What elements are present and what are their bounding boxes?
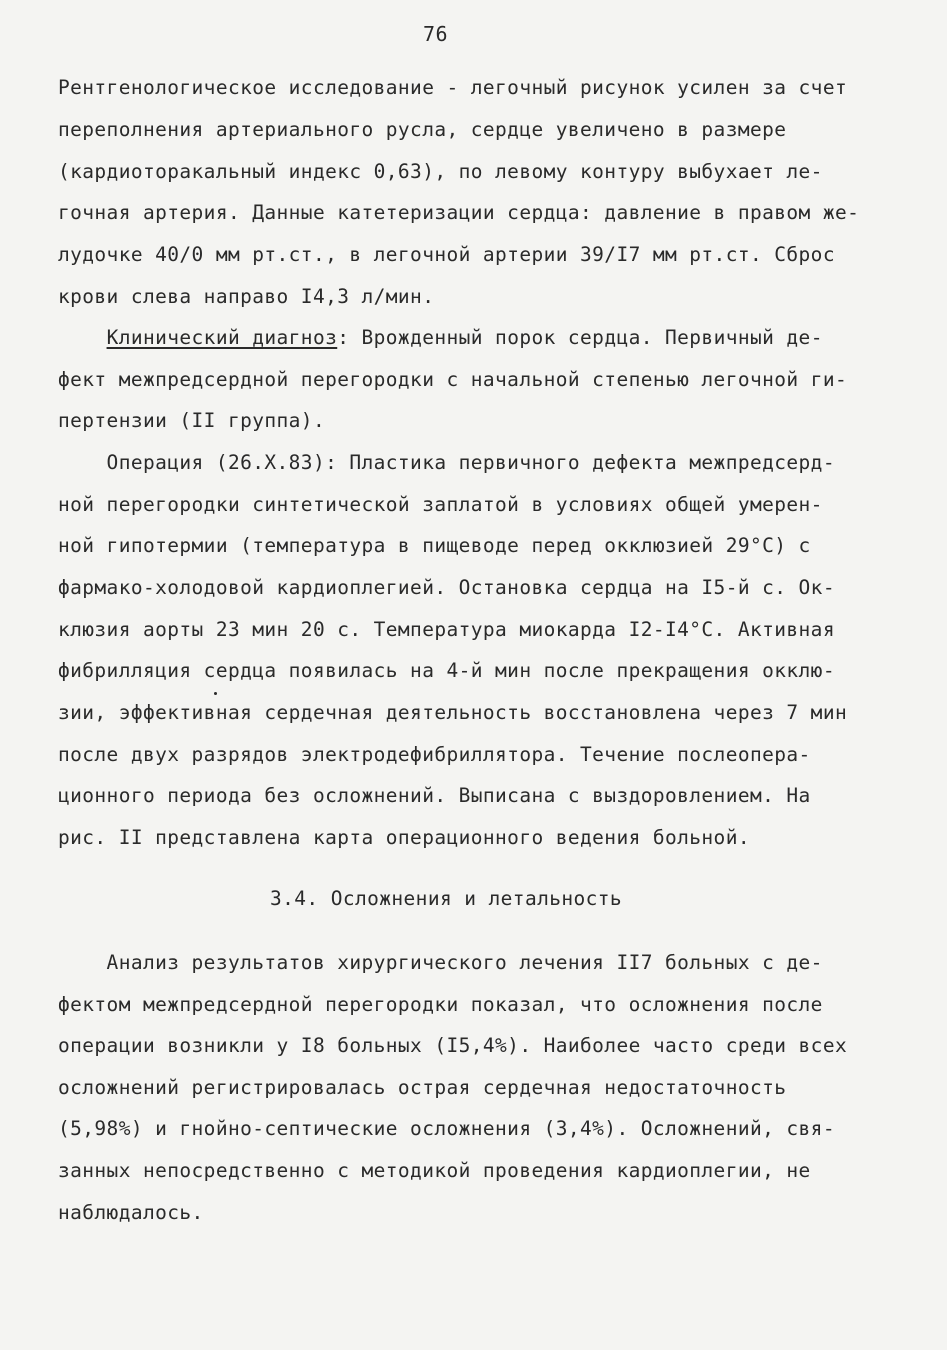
stray-dot [214,692,217,695]
text-line: Рентгенологическое исследование - легочный рисунок усилен за счет [58,76,848,99]
text-line: крови слева направо I4,3 л/мин. [58,285,435,308]
text-line: Операция (26.X.83): Пластика первичного дефекта межпредсерд- [58,451,835,474]
diagnosis-text: : Врожденный порок сердца. Первичный де- [337,326,823,349]
text-line: пертензии (II группа). [58,409,326,432]
text-line: наблюдалось. [58,1201,204,1224]
text-line: фибрилляция сердца появилась на 4-й мин после прекращения окклю- [58,659,835,682]
text-line: лудочке 40/0 мм рт.ст., в легочной артерии 39/I7 мм рт.ст. Сброс [58,243,835,266]
text-line: фектом межпредсердной перегородки показал, что осложнения после [58,993,823,1016]
text-line: операции возникли у I8 больных (I5,4%). Наиболее часто среди всех [58,1034,848,1057]
text-line: осложнений регистрировалась острая сердечная недостаточность [58,1076,787,1099]
section-title: 3.4. Осложнения и летальность [270,887,623,910]
text-line: фект межпредсердной перегородки с начальной степенью легочной ги- [58,368,848,391]
text-line: рис. II представлена карта операционного ведения больной. [58,826,750,849]
text-line: занных непосредственно с методикой проведения кардиоплегии, не [58,1159,811,1182]
text-line: фармако-холодовой кардиоплегией. Остановка сердца на I5-й с. Ок- [58,576,835,599]
text-line: ной перегородки синтетической заплатой в условиях общей умерен- [58,493,823,516]
diagnosis-label: Клинический диагноз [106,326,338,349]
text-line: Анализ результатов хирургического лечения II7 больных с де- [58,951,823,974]
text-line: ной гипотермии (температура в пищеводе перед окклюзией 29°C) с [58,534,811,557]
text-line: после двух разрядов электродефибриллятора. Течение послеопера- [58,743,811,766]
text-line: (кардиоторакальный индекс 0,63), по левому контуру выбухает ле- [58,160,823,183]
text-line: (5,98%) и гнойно-септические осложнения (3,4%). Осложнений, свя- [58,1117,835,1140]
text-line: гочная артерия. Данные катетеризации сердца: давление в правом же- [58,201,860,224]
text-line: ционного периода без осложнений. Выписана с выздоровлением. На [58,784,811,807]
text-line: переполнения артериального русла, сердце увеличено в размере [58,118,787,141]
diagnosis-first-line [58,326,823,350]
page-number: 76 [423,22,448,46]
text-line: клюзия аорты 23 мин 20 с. Температура миокарда I2-I4°C. Активная [58,618,835,641]
text-line: зии, эффективная сердечная деятельность восстановлена через 7 мин [58,701,848,724]
